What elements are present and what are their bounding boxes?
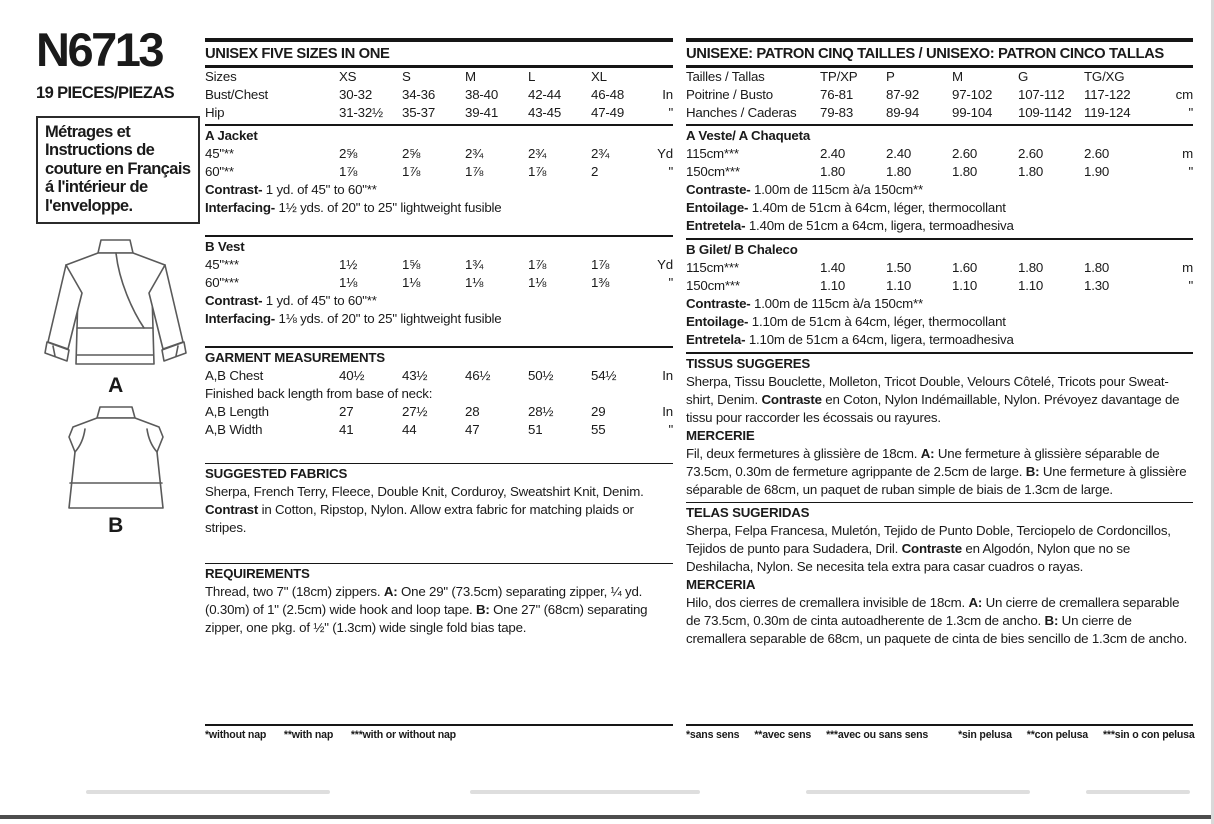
table-row <box>205 68 673 86</box>
cell: P <box>886 69 895 84</box>
cell: 1.50 <box>886 260 912 275</box>
row-label: Tailles / Tallas <box>686 69 765 84</box>
table-row <box>686 145 1193 163</box>
pieces-count: 19 PIECES/PIEZAS <box>36 84 175 102</box>
cell: 42-44 <box>528 87 562 102</box>
cell: 39-41 <box>465 105 499 120</box>
english-title: UNISEX FIVE SIZES IN ONE <box>205 38 673 68</box>
english-column <box>205 38 673 637</box>
cell: 1⅜ <box>591 275 610 290</box>
cell: 27½ <box>402 404 428 419</box>
vest-heading: B Vest <box>205 239 245 254</box>
garment-heading: GARMENT MEASUREMENTS <box>205 350 385 365</box>
international-column <box>686 38 1193 648</box>
row-label: A,B Width <box>205 422 263 437</box>
cell: 1.10 <box>886 278 912 293</box>
cell: 2 <box>591 164 599 179</box>
veste-heading: A Veste/ A Chaqueta <box>686 128 811 143</box>
international-footnotes <box>686 724 1193 742</box>
entoilage-note: Entoilage- 1.40m de 51cm à 64cm, léger, thermocollant <box>686 200 1006 215</box>
table-row <box>205 163 673 181</box>
cell: 119-124 <box>1084 105 1131 120</box>
cell: 28 <box>465 404 480 419</box>
divider <box>205 346 673 348</box>
cell: 1.80 <box>1084 260 1110 275</box>
vest-back-drawing <box>46 404 186 516</box>
cell: M <box>952 69 963 84</box>
cell: L <box>528 69 536 84</box>
row-label: 60"** <box>205 164 234 179</box>
row-label: 115cm*** <box>686 146 739 161</box>
cell: 1¾ <box>465 257 484 272</box>
table-row <box>686 104 1193 122</box>
fold-mark <box>1086 790 1190 794</box>
english-size-table <box>205 68 673 122</box>
cell: 109-1142 <box>1018 105 1072 120</box>
cell: 87-92 <box>886 87 920 102</box>
unit-cell: " <box>1188 278 1193 293</box>
unit-cell: " <box>668 275 673 290</box>
cell: 1½ <box>339 257 358 272</box>
footnote: **con pelusa <box>1026 729 1088 741</box>
cell: 1.90 <box>1084 164 1110 179</box>
cell: 1⅞ <box>528 164 547 179</box>
cell: 1.10 <box>820 278 846 293</box>
merceria-section <box>686 576 1193 648</box>
cell: 97-102 <box>952 87 993 102</box>
cell: 1⅛ <box>465 275 484 290</box>
cell: 46½ <box>465 368 491 383</box>
mercerie-heading: MERCERIE <box>686 428 755 443</box>
interfacing-note: Interfacing- 1⅛ yds. of 20" to 25" lightweight fusible <box>205 311 502 326</box>
tissus-heading: TISSUS SUGGERES <box>686 356 811 371</box>
english-footnotes <box>205 724 673 742</box>
cell: 79-83 <box>820 105 854 120</box>
cell: 29 <box>591 404 606 419</box>
interfacing-note: Interfacing- 1½ yds. of 20" to 25" lightweight fusible <box>205 200 502 215</box>
divider <box>686 352 1193 354</box>
table-row <box>205 403 673 421</box>
cell: 2⅝ <box>339 146 358 161</box>
view-b-label: B <box>108 514 124 538</box>
fold-mark <box>470 790 700 794</box>
table-row <box>686 68 1193 86</box>
mercerie-section <box>686 427 1193 499</box>
footnote: *sans sens <box>686 729 740 741</box>
cell: 1⅞ <box>465 164 484 179</box>
cell: 1.80 <box>886 164 912 179</box>
telas-section <box>686 504 1193 576</box>
cell: 34-36 <box>402 87 436 102</box>
unit-cell: In <box>662 87 673 102</box>
pattern-number: N6713 <box>36 23 162 76</box>
international-title: UNISEXE: PATRON CINQ TAILLES / UNISEXO: PATRON CINCO TALLAS <box>686 38 1193 68</box>
cell: 2.40 <box>820 146 846 161</box>
vest-yardage-section <box>205 238 673 328</box>
row-label: 115cm*** <box>686 260 739 275</box>
contraste-note: Contraste- 1.00m de 115cm à/a 150cm** <box>686 296 923 311</box>
footnote: ***with or without nap <box>350 729 456 741</box>
cell: 27 <box>339 404 354 419</box>
cell: 1⅛ <box>339 275 358 290</box>
cell: S <box>402 69 411 84</box>
view-a-figure <box>36 236 196 398</box>
unit-cell: Yd <box>657 257 673 272</box>
row-label: A,B Chest <box>205 368 264 383</box>
divider <box>205 235 673 237</box>
international-size-table <box>686 68 1193 122</box>
footnote: *without nap <box>205 729 267 741</box>
unit-cell <box>1150 68 1193 86</box>
row-label: 60"*** <box>205 275 239 290</box>
cell: TP/XP <box>820 69 858 84</box>
row-label: Hip <box>205 105 225 120</box>
table-row <box>205 104 673 122</box>
table-row <box>205 274 673 292</box>
cell: 47 <box>465 422 480 437</box>
footnote: *sin pelusa <box>958 729 1012 741</box>
footnote: **avec sens <box>754 729 812 741</box>
french-note-box: Métrages et Instructions de couture en Français á l'intérieur de l'enveloppe. <box>36 116 200 224</box>
unit-cell: In <box>662 404 673 419</box>
cell: 1.60 <box>952 260 978 275</box>
cell: 2.40 <box>886 146 912 161</box>
cell: 117-122 <box>1084 87 1131 102</box>
row-label: Bust/Chest <box>205 87 269 102</box>
suggested-fabrics-section <box>205 465 673 537</box>
cell: 99-104 <box>952 105 993 120</box>
unit-cell: " <box>1188 105 1193 120</box>
merceria-heading: MERCERIA <box>686 577 756 592</box>
divider <box>205 124 673 126</box>
cell: 41 <box>339 422 354 437</box>
cell: 1⅛ <box>528 275 547 290</box>
view-b-figure <box>36 404 196 538</box>
cell: 55 <box>591 422 606 437</box>
cell: 1.40 <box>820 260 846 275</box>
row-label: 45"** <box>205 146 234 161</box>
cell: 1⅞ <box>528 257 547 272</box>
cell: 51 <box>528 422 543 437</box>
requirements-section <box>205 565 673 637</box>
table-row <box>686 86 1193 104</box>
row-label: 45"*** <box>205 257 239 272</box>
cell: 46-48 <box>591 87 625 102</box>
row-label: A,B Length <box>205 404 269 419</box>
unit-cell: " <box>1188 164 1193 179</box>
cell: 1.30 <box>1084 278 1110 293</box>
divider <box>686 502 1193 503</box>
contrast-note: Contrast- 1 yd. of 45" to 60"** <box>205 182 377 197</box>
cell: TG/XG <box>1084 69 1125 84</box>
table-row <box>205 421 673 439</box>
entretela-note: Entretela- 1.10m de 51cm a 64cm, ligera, termoadhesiva <box>686 332 1014 347</box>
table-row <box>205 145 673 163</box>
cell: 107-112 <box>1018 87 1065 102</box>
cell: 1.80 <box>1018 164 1044 179</box>
cell: 1⅞ <box>591 257 610 272</box>
requirements-text: Thread, two 7" (18cm) zippers. A: One 29" (73.5cm) separating zipper, ¼ yd. (0.30m) of 1" (2.5cm) wide hook and loop tape. B: One 27" (68cm) separating zipper, one pkg. of ½" (1.3cm) wide single fold bias tape. <box>205 584 648 635</box>
unit-cell: cm <box>1175 87 1193 102</box>
merceria-text: Hilo, dos cierres de cremallera invisible de 18cm. A: Un cierre de cremallera separable de 73.5cm, 0.30m de cinta autoadherente de 1.3cm de ancho. B: Un cierre de cremallera separable de 68cm, un paquete de cinta de bies sencillo de 1.3cm de ancho. <box>686 595 1188 646</box>
jacket-heading: A Jacket <box>205 128 258 143</box>
cell: 76-81 <box>820 87 854 102</box>
cell: 35-37 <box>402 105 436 120</box>
requirements-heading: REQUIREMENTS <box>205 566 310 581</box>
fabrics-text: Sherpa, French Terry, Fleece, Double Knit, Corduroy, Sweatshirt Knit, Denim. Contrast in Cotton, Ripstop, Nylon. Allow extra fabric for matching plaids or stripes. <box>205 484 644 535</box>
row-label: Hanches / Caderas <box>686 105 797 120</box>
cell: 1.80 <box>820 164 846 179</box>
cell: 2.60 <box>1018 146 1044 161</box>
contrast-note: Contrast- 1 yd. of 45" to 60"** <box>205 293 377 308</box>
back-length-note: Finished back length from base of neck: <box>205 386 433 401</box>
cell: 30-32 <box>339 87 373 102</box>
table-row <box>686 277 1193 295</box>
cell: 47-49 <box>591 105 625 120</box>
table-row <box>205 86 673 104</box>
cell: 2¾ <box>465 146 484 161</box>
gilet-yardage-section <box>686 241 1193 349</box>
cell: 28½ <box>528 404 554 419</box>
cell: 43½ <box>402 368 428 383</box>
cell: 1⅞ <box>402 164 421 179</box>
cell: 31-32½ <box>339 105 383 120</box>
cell: 2⅝ <box>402 146 421 161</box>
tissus-text: Sherpa, Tissu Bouclette, Molleton, Tricot Double, Velours Côtelé, Tricots pour Sweat-shirt, Denim. Contraste en Coton, Nylon Indémaillable, Nylon. Prévoyez davantage de tissu pour raccorder les écossais ou rayures. <box>686 374 1180 425</box>
cell: M <box>465 69 476 84</box>
unit-cell <box>654 68 673 86</box>
cell: 1.80 <box>952 164 978 179</box>
cell: 1.10 <box>1018 278 1044 293</box>
row-label: Poitrine / Busto <box>686 87 773 102</box>
jacket-yardage-section <box>205 127 673 217</box>
divider <box>686 124 1193 126</box>
jacket-back-drawing <box>40 236 192 376</box>
view-a-label: A <box>108 374 124 398</box>
table-row <box>686 163 1193 181</box>
contraste-note: Contraste- 1.00m de 115cm à/a 150cm** <box>686 182 923 197</box>
cell: XS <box>339 69 357 84</box>
cell: 1⅝ <box>402 257 421 272</box>
divider <box>205 563 673 564</box>
left-panel <box>36 23 198 538</box>
divider <box>205 463 673 464</box>
footnote: ***avec ou sans sens <box>826 729 929 741</box>
cell: 2.60 <box>952 146 978 161</box>
fold-mark <box>806 790 1030 794</box>
unit-cell: " <box>668 105 673 120</box>
mercerie-text: Fil, deux fermetures à glissière de 18cm. A: Une fermeture à glissière séparable de 73.5cm, 0.30m de fermeture agrippante de 2.5cm de large. B: Une fermeture à glissière séparable de 68cm, un paquet de ruban simple de biais de 1.3cm de large. <box>686 446 1187 497</box>
unit-cell: " <box>668 164 673 179</box>
cell: 89-94 <box>886 105 920 120</box>
unit-cell: In <box>662 368 673 383</box>
unit-cell: m <box>1182 146 1193 161</box>
garment-measurements-section <box>205 349 673 439</box>
divider <box>686 238 1193 240</box>
footnote: **with nap <box>283 729 334 741</box>
gilet-heading: B Gilet/ B Chaleco <box>686 242 798 257</box>
table-row <box>205 367 673 385</box>
fold-mark <box>86 790 330 794</box>
cell: 2¾ <box>528 146 547 161</box>
row-label: Sizes <box>205 69 237 84</box>
cell: 2.60 <box>1084 146 1110 161</box>
unit-cell: " <box>668 422 673 437</box>
cell: G <box>1018 69 1029 84</box>
cell: 38-40 <box>465 87 499 102</box>
table-row <box>205 256 673 274</box>
tissus-section <box>686 355 1193 427</box>
footnote: ***sin o con pelusa <box>1102 729 1195 741</box>
cell: 50½ <box>528 368 554 383</box>
telas-heading: TELAS SUGERIDAS <box>686 505 810 520</box>
cell: 44 <box>402 422 417 437</box>
row-label: 150cm*** <box>686 278 740 293</box>
cell: 54½ <box>591 368 617 383</box>
cell: 1⅛ <box>402 275 421 290</box>
spanish-footnote-group <box>943 729 1195 742</box>
cell: 43-45 <box>528 105 562 120</box>
cell: 2¾ <box>591 146 610 161</box>
cell: 1.80 <box>1018 260 1044 275</box>
table-row <box>686 259 1193 277</box>
fabrics-heading: SUGGESTED FABRICS <box>205 466 348 481</box>
unit-cell: m <box>1182 260 1193 275</box>
envelope-bottom-edge <box>0 815 1214 819</box>
cell: XL <box>591 69 607 84</box>
cell: 1⅞ <box>339 164 358 179</box>
row-label: 150cm*** <box>686 164 740 179</box>
cell: 1.10 <box>952 278 978 293</box>
entoilage-note: Entoilage- 1.10m de 51cm à 64cm, léger, thermocollant <box>686 314 1006 329</box>
telas-text: Sherpa, Felpa Francesa, Muletón, Tejido de Punto Doble, Terciopelo de Cordoncillos, Tejidos de punto para Sudadera, Dril. Contraste en Algodón, Nylon que no se Deshilacha, Nylon. Se necesita tela extra para casar cuadros o rayas. <box>686 523 1171 574</box>
veste-yardage-section <box>686 127 1193 235</box>
cell: 40½ <box>339 368 365 383</box>
unit-cell: Yd <box>657 146 673 161</box>
entretela-note: Entretela- 1.40m de 51cm a 64cm, ligera, termoadhesiva <box>686 218 1014 233</box>
